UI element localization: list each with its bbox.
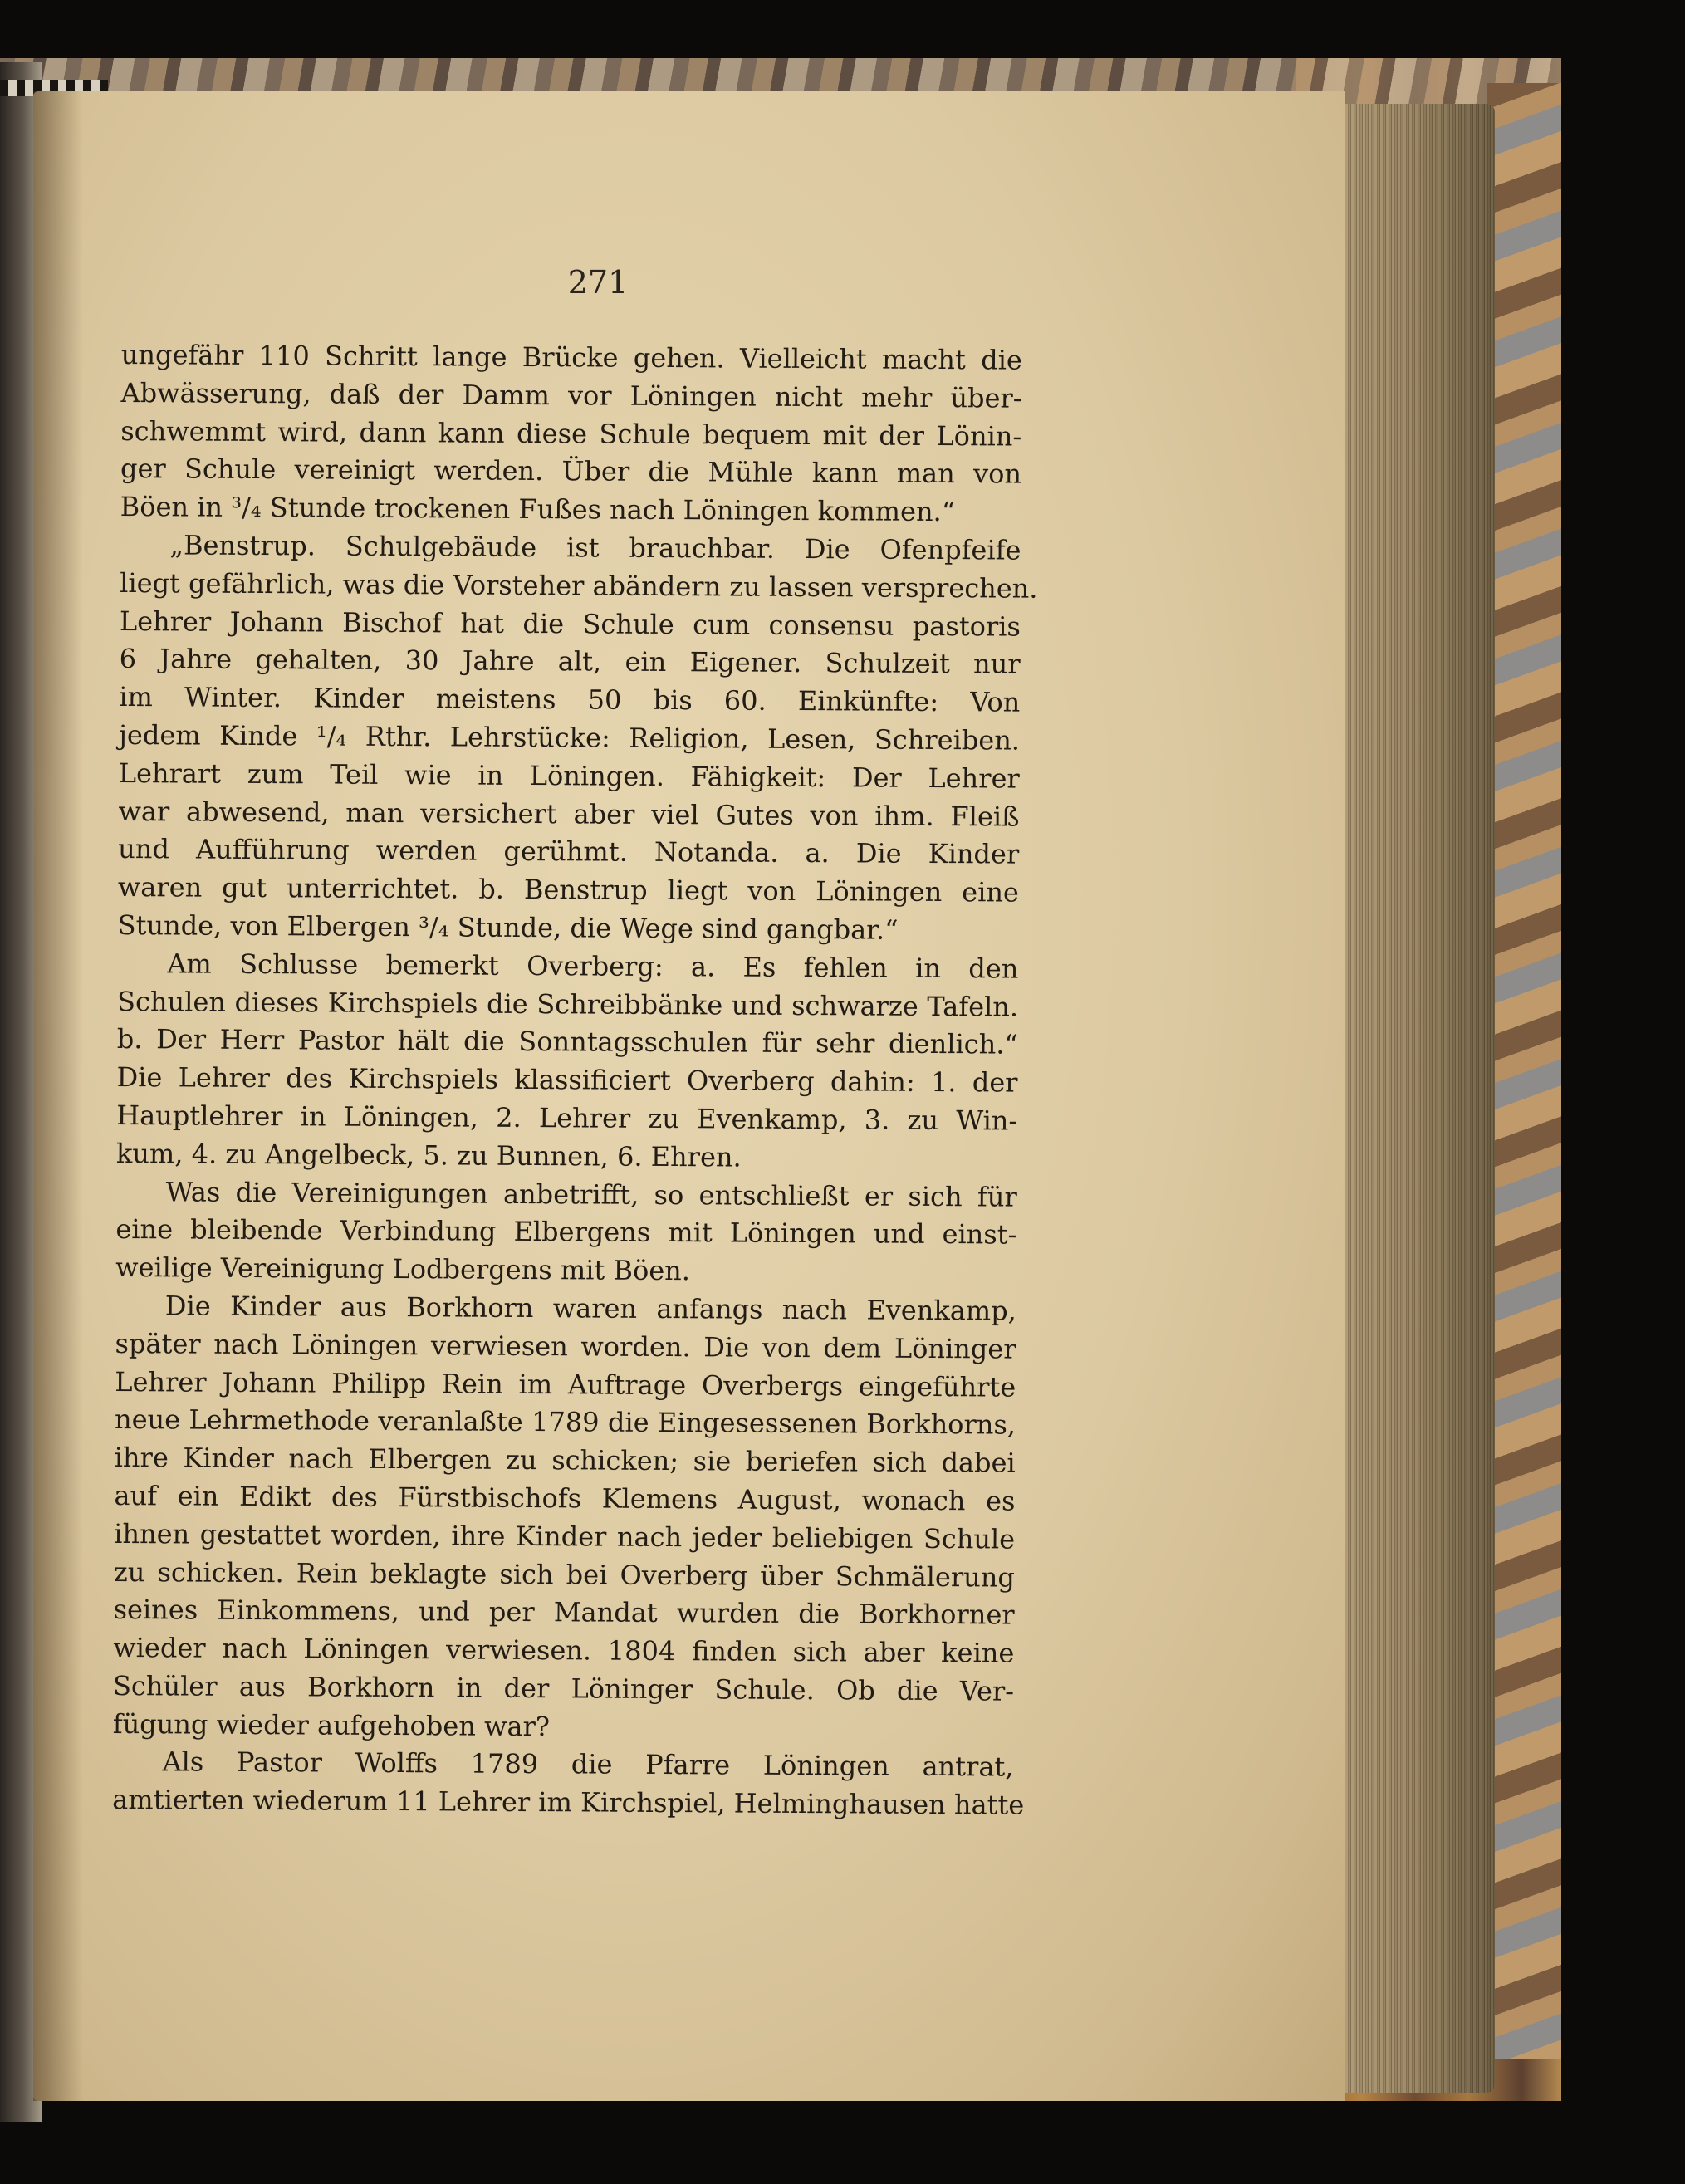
text-line: Lehrer Johann Bischof hat die Schule cum consensu pastoris [119, 605, 1021, 643]
text-line: kum, 4. zu Angelbeck, 5. zu Bunnen, 6. Ehren. [115, 1137, 742, 1173]
text-line: auf ein Edikt des Fürstbischofs Klemens August, wonach es [114, 1479, 1016, 1517]
text-line: Was die Vereinigungen anbetrifft, so entschließt er sich für [165, 1175, 1017, 1213]
page-number: 271 [567, 264, 629, 301]
text-line: im Winter. Kinder meistens 50 bis 60. Einkünfte: Von [119, 681, 1021, 718]
text-line: 6 Jahre gehalten, 30 Jahre alt, ein Eigener. Schulzeit nur [119, 643, 1021, 680]
marbled-endpaper-right [1487, 83, 1561, 2059]
text-line: Schüler aus Borkhorn in der Löninger Schule. Ob die Ver- [112, 1669, 1015, 1707]
text-line: und Aufführung werden gerühmt. Notanda. a. Die Kinder [118, 833, 1020, 870]
text-line: Als Pastor Wolffs 1789 die Pfarre Löningen antrat, [162, 1746, 1014, 1784]
text-line: ger Schule vereinigt werden. Über die Mühle kann man von [120, 453, 1022, 491]
text-line: Lehrart zum Teil wie in Löningen. Fähigkeit: Der Lehrer [118, 757, 1020, 795]
text-line: Die Lehrer des Kirchspiels klassificiert Overberg dahin: 1. der [116, 1061, 1018, 1099]
text-line: Abwässerung, daß der Damm vor Löningen nicht mehr über- [120, 376, 1022, 414]
text-line: ungefähr 110 Schritt lange Brücke gehen. Vielleicht macht die [120, 338, 1022, 376]
text-line: wieder nach Löningen verwiesen. 1804 finden sich aber keine [113, 1632, 1015, 1669]
text-line: neue Lehrmethode veranlaßte 1789 die Eingesessenen Borkhorns, [114, 1403, 1016, 1441]
text-line: b. Der Herr Pastor hält die Sonntagsschulen für sehr dienlich.“ [116, 1023, 1018, 1060]
text-line: Böen in ³/₄ Stunde trockenen Fußes nach Löningen kommen.“ [120, 491, 956, 528]
text-line: Schulen dieses Kirchspiels die Schreibbänke und schwarze Tafeln. [116, 985, 1019, 1023]
text-line: eine bleibende Verbindung Elbergens mit Löningen und einst- [115, 1213, 1017, 1251]
text-line: Stunde, von Elbergen ³/₄ Stunde, die Wege sind gangbar.“ [117, 908, 899, 946]
text-line: jedem Kinde ¹/₄ Rthr. Lehrstücke: Religion, Lesen, Schreiben. [118, 718, 1021, 757]
text-line: fügung wieder aufgehoben war? [112, 1707, 551, 1742]
text-line: Am Schlusse bemerkt Overberg: a. Es fehlen in den [167, 948, 1019, 985]
text-line: „Benstrup. Schulgebäude ist brauchbar. Die Ofenpfeife [169, 529, 1021, 566]
text-line: liegt gefährlich, was die Vorsteher abändern zu lassen versprechen. [120, 566, 1038, 605]
text-line: seines Einkommens, und per Mandat wurden die Borkhorner [113, 1594, 1015, 1631]
text-line: waren gut unterrichtet. b. Benstrup liegt von Löningen eine [117, 871, 1020, 908]
text-line: ihre Kinder nach Elbergen zu schicken; sie beriefen sich dabei [114, 1442, 1016, 1479]
text-line: weilige Vereinigung Lodbergens mit Böen. [115, 1251, 691, 1287]
text-line: später nach Löningen verwiesen worden. Die von dem Löninger [115, 1327, 1016, 1365]
page-gutter-shadow [33, 91, 83, 2101]
text-line: zu schicken. Rein beklagte sich bei Overberg über Schmälerung [113, 1555, 1016, 1594]
body-text [112, 336, 1038, 1825]
text-line: war abwesend, man versichert aber viel Gutes von ihm. Fleiß [118, 795, 1020, 833]
text-line: Die Kinder aus Borkhorn waren anfangs nach Evenkamp, [164, 1290, 1016, 1327]
text-line: Hauptlehrer in Löningen, 2. Lehrer zu Evenkamp, 3. zu Win- [116, 1099, 1018, 1137]
text-line: Lehrer Johann Philipp Rein im Auftrage Overbergs eingeführte [115, 1365, 1016, 1403]
text-line: schwemmt wird, dann kann diese Schule bequem mit der Lönin- [120, 414, 1022, 453]
text-line: ihnen gestattet worden, ihre Kinder nach jeder beliebigen Schule [114, 1517, 1016, 1555]
text-line: amtierten wiederum 11 Lehrer im Kirchspiel, Helminghausen hatte [112, 1784, 1025, 1821]
